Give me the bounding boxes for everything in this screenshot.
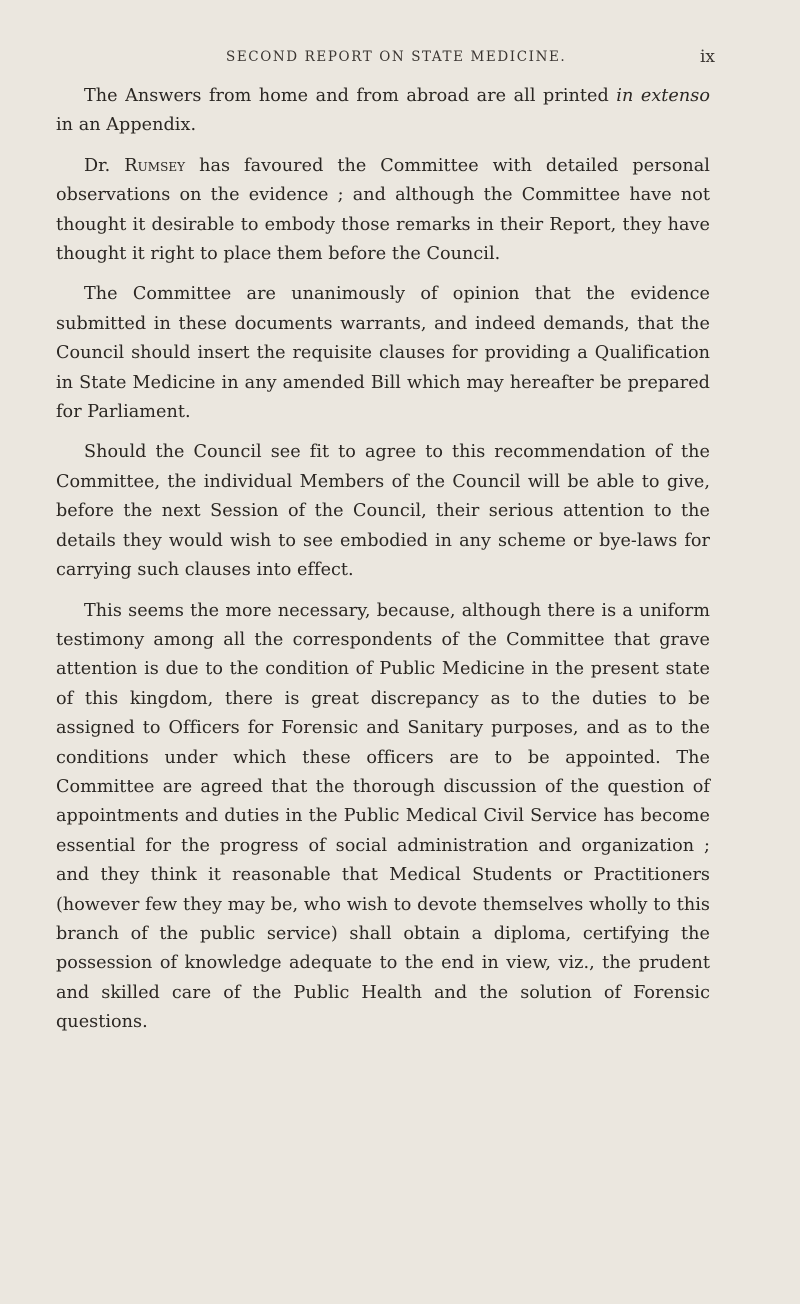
running-head [0, 49, 800, 73]
running-title: SECOND REPORT ON STATE MEDICINE. [226, 49, 567, 65]
paragraph-answers-lead: The Answers from home and from abroad are all printed [84, 86, 617, 106]
paragraph-rumsey-prefix: Dr. [84, 155, 125, 176]
paragraph-answers-italic: in extenso [616, 86, 710, 106]
paragraph-discrepancy: This seems the more necessary, because, although there is a uniform testimony among all the correspondents of the Committee that grave attention is due to the condition of Public Medicine in the present state of this kingdom, there is great discrepancy as to the duties to be assigned to Officers for Forensic and Sanitary purposes, and as to the conditions under which these officers are to be appointed. The Committee are agreed that the thorough discussion of the question of appointments and duties in the Public Medical Civil Service has become essential for the progress of social administration and organization ; and they think it reasonable that Medical Students or Practitioners (however few they may be, who wish to devote themselves wholly to this branch of the public service) shall obtain a diploma, certifying the possession of knowledge adequate to the end in view, viz., the prudent and skilled care of the Public Health and the solution of Forensic questions. [56, 600, 710, 1033]
paragraph-answers-tail: in an Appendix. [56, 115, 197, 136]
body-text [56, 82, 710, 1049]
paragraph-rumsey [56, 152, 710, 270]
paragraph-answers [56, 82, 710, 141]
paragraph-opinion: The Committee are unanimously of opinion that the evidence submitted in these documents warrants, and indeed demands, that the Council should insert the requisite clauses for providing a Qualification in State Medicine in any amended Bill which may hereafter be prepared for Parliament. [56, 284, 710, 423]
paragraph-recommendation: Should the Council see fit to agree to this recommendation of the Committee, the individual Members of the Council will be able to give, before the next Session of the Council, their serious attention to the details they would wish to see embodied in any scheme or bye-laws for carrying such clauses into effect. [56, 442, 710, 581]
page-number: ix [700, 47, 716, 67]
paragraph-rumsey-text: has favoured the Committee with detailed personal observations on the evidence ; and although the Committee have not thought it desirable to embody those remarks in their Report, they have thought it right to place them before the Council. [56, 155, 710, 265]
rumsey-name: Rumsey [124, 155, 186, 176]
